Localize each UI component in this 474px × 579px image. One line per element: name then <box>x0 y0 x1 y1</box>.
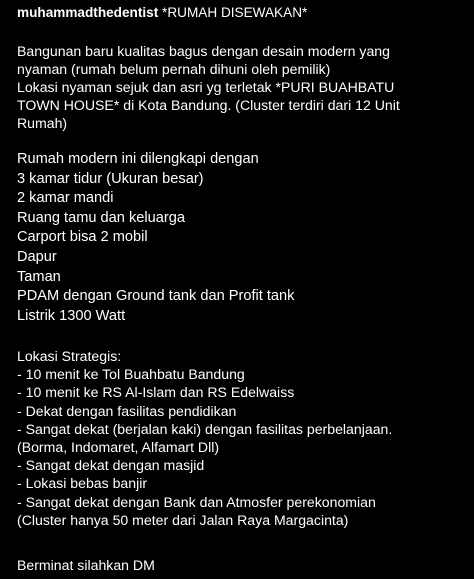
features-intro: Rumah modern ini dilengkapi dengan <box>17 151 259 167</box>
location-line: - Sangat dekat dengan Bank dan Atmosfer perekonomian <box>17 493 376 510</box>
location-line: - Dekat dengan fasilitas pendidikan <box>17 402 237 419</box>
feature-item: Dapur <box>17 248 57 265</box>
intro-paragraph <box>17 42 400 132</box>
post-title: *RUMAH DISEWAKAN* <box>162 5 308 20</box>
post-header <box>17 4 307 22</box>
location-line: (Borma, Indomaret, Alfamart Dll) <box>17 439 220 456</box>
location-line: - Sangat dekat (berjalan kaki) dengan fasilitas perbelanjaan. <box>17 420 393 437</box>
feature-item: Ruang tamu dan keluarga <box>17 209 185 226</box>
feature-item: PDAM dengan Ground tank dan Profit tank <box>17 288 295 305</box>
location-line: - Lokasi bebas banjir <box>17 475 148 492</box>
location-line: - 10 menit ke Tol Buahbatu Bandung <box>17 366 245 383</box>
call-to-action: Berminat silahkan DM <box>17 557 155 573</box>
location-line: - 10 menit ke RS Al-Islam dan RS Edelwaiss <box>17 384 295 401</box>
location-section <box>17 347 392 529</box>
feature-item: 2 kamar mandi <box>17 190 114 207</box>
feature-item: Taman <box>17 268 61 285</box>
username-link[interactable]: muhammadthedentist <box>17 5 159 20</box>
intro-line: Rumah) <box>17 115 68 131</box>
intro-line: Bangunan baru kualitas bagus dengan desain modern yang <box>17 43 390 59</box>
location-line: - Sangat dekat dengan masjid <box>17 457 205 474</box>
feature-item: 3 kamar tidur (Ukuran besar) <box>17 170 204 187</box>
feature-item: Listrik 1300 Watt <box>17 307 126 324</box>
intro-line: Lokasi nyaman sejuk dan asri yg terletak *PURI BUAHBATU <box>17 79 395 95</box>
location-heading: Lokasi Strategis: <box>17 348 122 364</box>
feature-item: Carport bisa 2 mobil <box>17 229 148 246</box>
location-line: (Cluster hanya 50 meter dari Jalan Raya Margacinta) <box>17 511 349 528</box>
intro-line: TOWN HOUSE* di Kota Bandung. (Cluster terdiri dari 12 Unit <box>17 97 400 113</box>
intro-line: nyaman (rumah belum pernah dihuni oleh pemilik) <box>17 61 331 77</box>
features-list <box>17 150 294 326</box>
